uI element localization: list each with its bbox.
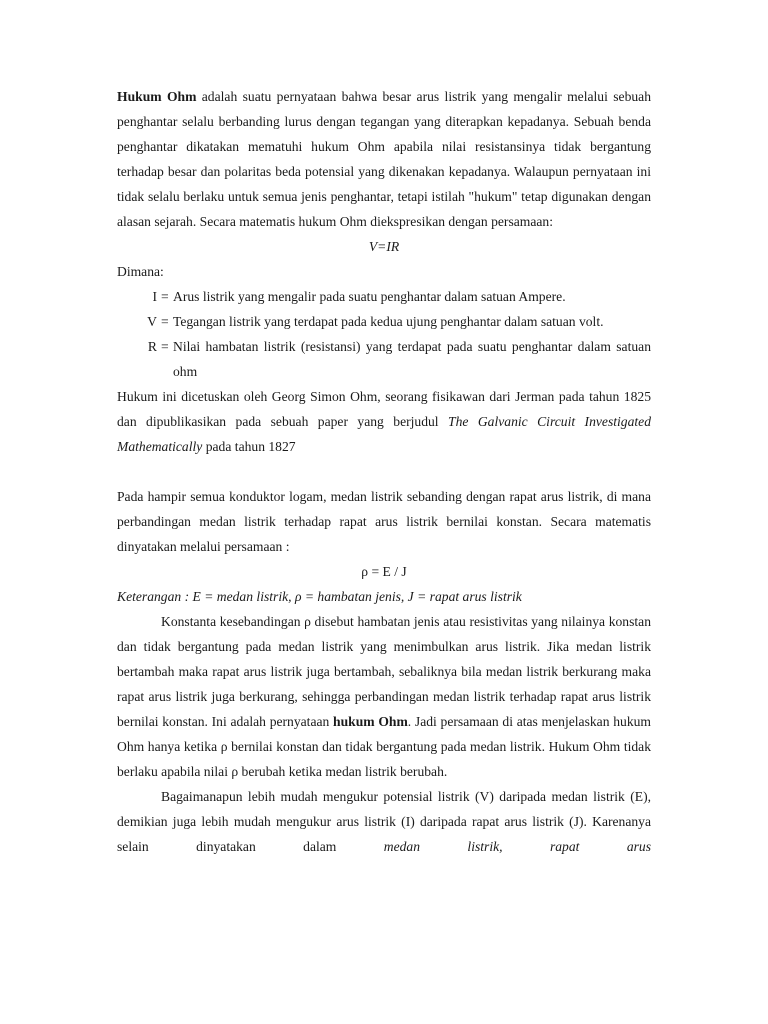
definition-symbol: V [147,314,157,329]
paragraph-constant-text-a: Konstanta kesebandingan ρ disebut hambatan jenis atau resistivitas yang nilainya konstan dan tidak bergantung pada medan listrik yang menimbulkan arus listrik. Jika medan listrik bertambah maka rapat arus listrik juga bertambah, sebaliknya bila medan listrik berkurang maka rapat arus listrik juga berkurang, sehingga perbandingan medan listrik terhadap rapat arus listrik bernilai konstan. Ini adalah pernyataan [117,614,651,729]
term-hukum-ohm: Hukum Ohm [117,89,197,104]
definition-v [117,309,651,334]
paragraph-history-tail: pada tahun 1827 [202,439,296,454]
definition-text: Nilai hambatan listrik (resistansi) yang terdapat pada suatu penghantar dalam satuan ohm [173,339,651,379]
definition-i [117,284,651,309]
definition-symbol: R [147,339,157,354]
paragraph-measurement [117,784,651,859]
blank-line [117,459,651,484]
definition-equals: = [161,339,169,354]
paragraph-constant [117,609,651,784]
paragraph-history [117,384,651,459]
paragraph-measurement-italic: medan listrik, rapat arus [383,839,651,854]
term-hukum-ohm-bold: hukum Ohm [333,714,408,729]
formula-resistivity: ρ = E / J [361,564,407,579]
definition-symbol: I [152,289,157,304]
paragraph-metal: Pada hampir semua konduktor logam, medan listrik sebanding dengan rapat arus listrik, di mana perbandingan medan listrik terhadap rapat arus listrik bernilai konstan. Secara matematis dinyatakan melalui persamaan : [117,489,651,554]
paragraph-intro-text: adalah suatu pernyataan bahwa besar arus listrik yang mengalir melalui sebuah penghantar selalu berbanding lurus dengan tegangan yang diterapkan kepadanya. Sebuah benda penghantar dikatakan mematuhi hukum Ohm apabila nilai resistansinya tidak bergantung terhadap besar dan polaritas beda potensial yang dikenakan kepadanya. Walaupun pernyataan ini tidak selalu berlaku untuk semua jenis penghantar, tetapi istilah "hukum" tetap digunakan dengan alasan sejarah. Secara matematis hukum Ohm diekspresikan dengan persamaan: [117,89,651,229]
definition-r [117,334,651,384]
document-body [117,84,651,859]
dimana-label: Dimana: [117,264,164,279]
paper-title: The Galvanic Circuit Investigated Mathematically [117,414,651,454]
paragraph-measurement-text: Bagaimanapun lebih mudah mengukur potensial listrik (V) daripada medan listrik (E), demikian juga lebih mudah mengukur arus listrik (I) daripada rapat arus listrik (J). Karenanya selain dinyatakan dalam [117,789,651,854]
formula-ohm: V=IR [368,239,400,254]
definition-text: Arus listrik yang mengalir pada suatu penghantar dalam satuan Ampere. [173,289,566,304]
definition-text: Tegangan listrik yang terdapat pada kedua ujung penghantar dalam satuan volt. [173,314,604,329]
definition-equals: = [161,314,169,329]
keterangan-line: Keterangan : E = medan listrik, ρ = hambatan jenis, J = rapat arus listrik [117,589,522,604]
definition-equals: = [161,289,169,304]
paragraph-intro [117,84,651,234]
paragraph-constant-text-b: . Jadi persamaan di atas menjelaskan hukum Ohm hanya ketika ρ bernilai konstan dan tidak bergantung pada medan listrik. Hukum Ohm tidak berlaku apabila nilai ρ berubah ketika medan listrik berubah. [117,714,651,779]
paragraph-history-text: Hukum ini dicetuskan oleh Georg Simon Ohm, seorang fisikawan dari Jerman pada tahun 1825 dan dipublikasikan pada sebuah paper yang berjudul [117,389,651,429]
